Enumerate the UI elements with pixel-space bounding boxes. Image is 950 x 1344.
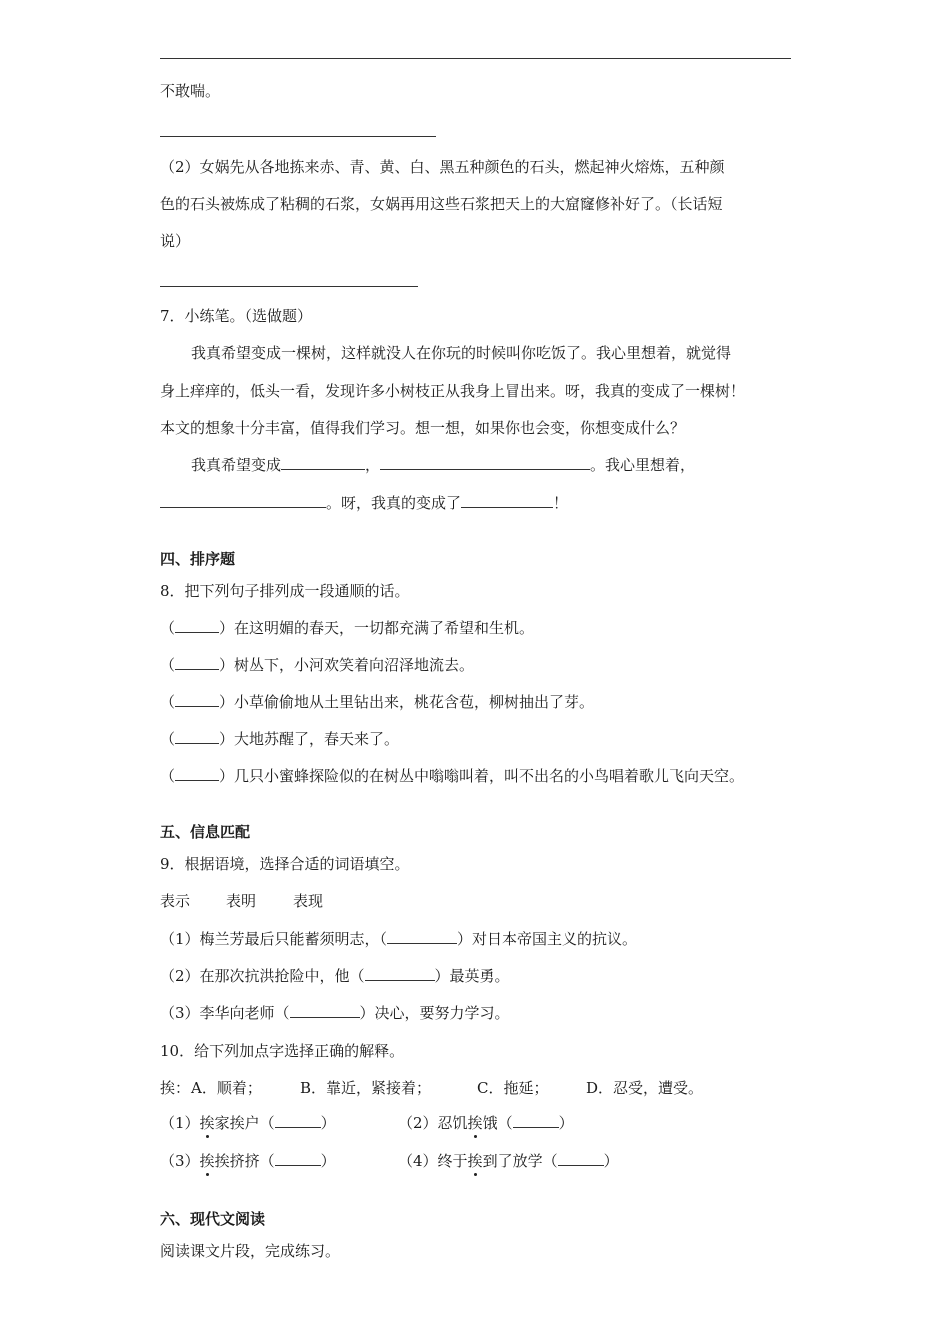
q7-title: 7．小练笔。（选做题） [160,307,313,325]
q10-item-2: （2）忍饥挨饿（ ） [398,1114,574,1132]
q10-option-d: D．忍受，遭受。 [586,1079,704,1097]
blank-q9-1[interactable] [387,928,457,944]
q10-option-c: C．拖延； [477,1079,549,1097]
q8-title: 8．把下列句子排列成一段通顺的话。 [160,582,410,600]
blank-q7-1[interactable] [281,454,365,470]
section6-heading: 六、现代文阅读 [160,1210,266,1228]
q7-para-line3: 本文的想象十分丰富，值得我们学习。想一想，如果你也会变，你想变成什么？ [160,419,686,437]
q8-item-3: （ ）小草偷偷地从土里钻出来，桃花含苞，柳树抽出了芽。 [160,693,595,711]
q8-item-2: （ ）树丛下，小河欢笑着向沼泽地流去。 [160,656,475,674]
q7-fill-line2 [160,492,568,513]
q9-item-2: （2）在那次抗洪抢险中，他（ ）最英勇。 [160,967,510,985]
q7-para-line1: 我真希望变成一棵树，这样就没人在你玩的时候叫你吃饭了。我心里想着，就觉得 [191,344,732,362]
q8-item-4: （ ）大地苏醒了，春天来了。 [160,730,400,748]
answer-line-q6-1[interactable] [160,136,436,137]
blank-q10-1[interactable] [275,1112,321,1128]
blank-q8-1[interactable] [175,617,219,633]
q8-item-text: 几只小蜜蜂探险似的在树丛中嗡嗡叫着，叫不出名的小鸟唱着歌儿飞向天空。 [234,767,745,785]
section4-heading: 四、排序题 [160,550,236,568]
q8-item-text: 树丛下，小河欢笑着向沼泽地流去。 [234,656,475,674]
top-rule [160,58,791,59]
blank-q9-2[interactable] [365,965,435,981]
q7-fill-line1 [191,454,695,475]
q9-word-3: 表现 [293,892,324,910]
dotted-char: 挨 [199,1114,215,1132]
q10-item-3: （3）挨挨挤挤（ ） [160,1152,336,1170]
blank-q9-3[interactable] [290,1002,360,1018]
q8-item-text: 在这明媚的春天，一切都充满了希望和生机。 [234,619,535,637]
q9-word-1: 表示 [160,892,191,910]
q10-option-b: B．靠近，紧接着； [300,1079,432,1097]
blank-q10-2[interactable] [513,1112,559,1128]
q10-title: 10．给下列加点字选择正确的解释。 [160,1042,405,1060]
dotted-char: 挨 [467,1152,483,1170]
q9-item-3: （3）李华向老师（ ）决心，要努力学习。 [160,1004,510,1022]
section5-heading: 五、信息匹配 [160,823,251,841]
q6-item2-line2: 色的石头被炼成了粘稠的石浆，女娲再用这些石浆把天上的大窟窿修补好了。（长话短 [160,195,723,213]
q7-fill-e: ！ [553,494,569,512]
q7-fill-c: 。我心里想着， [590,456,696,474]
q9-word-2: 表明 [226,892,257,910]
q10-item-1: （1）挨家挨户（ ） [160,1114,336,1132]
q9-title: 9．根据语境，选择合适的词语填空。 [160,855,410,873]
q6-item2-line3: 说） [160,232,191,250]
q8-item-5: （ ）几只小蜜蜂探险似的在树丛中嗡嗡叫着，叫不出名的小鸟唱着歌儿飞向天空。 [160,767,745,785]
dotted-char: 挨 [467,1114,483,1132]
blank-q10-4[interactable] [558,1150,604,1166]
blank-q7-2[interactable] [380,454,590,470]
blank-q7-4[interactable] [461,492,553,508]
q10-option-a: A．顺着； [191,1079,262,1097]
q10-item-4: （4）终于挨到了放学（ ） [398,1152,619,1170]
q7-fill-d: 。呀，我真的变成了 [326,494,462,512]
blank-q8-4[interactable] [175,728,219,744]
q7-fill-a: 我真希望变成 [191,456,282,474]
blank-q10-3[interactable] [275,1150,321,1166]
answer-line-q6-2[interactable] [160,286,418,287]
q8-item-1: （ ）在这明媚的春天，一切都充满了希望和生机。 [160,619,535,637]
q10-def-label: 挨： [160,1079,191,1097]
q6-item2-line1: （2）女娲先从各地拣来赤、青、黄、白、黑五种颜色的石头，燃起神火熔炼，五种颜 [160,158,725,176]
blank-q8-5[interactable] [175,765,219,781]
q8-item-text: 小草偷偷地从土里钻出来，桃花含苞，柳树抽出了芽。 [234,693,595,711]
blank-q7-3[interactable] [160,492,326,508]
q7-para-line2: 身上痒痒的，低头一看，发现许多小树枝正从我身上冒出来。呀，我真的变成了一棵树！ [160,382,746,400]
q8-item-text: 大地苏醒了，春天来了。 [234,730,400,748]
q9-item-1: （1）梅兰芳最后只能蓄须明志，（ ）对日本帝国主义的抗议。 [160,930,638,948]
section6-intro: 阅读课文片段，完成练习。 [160,1242,341,1260]
dotted-char: 挨 [199,1152,215,1170]
q7-fill-b: ， [365,456,381,474]
blank-q8-3[interactable] [175,691,219,707]
blank-q8-2[interactable] [175,654,219,670]
q6-tail-line: 不敢喘。 [160,82,221,100]
